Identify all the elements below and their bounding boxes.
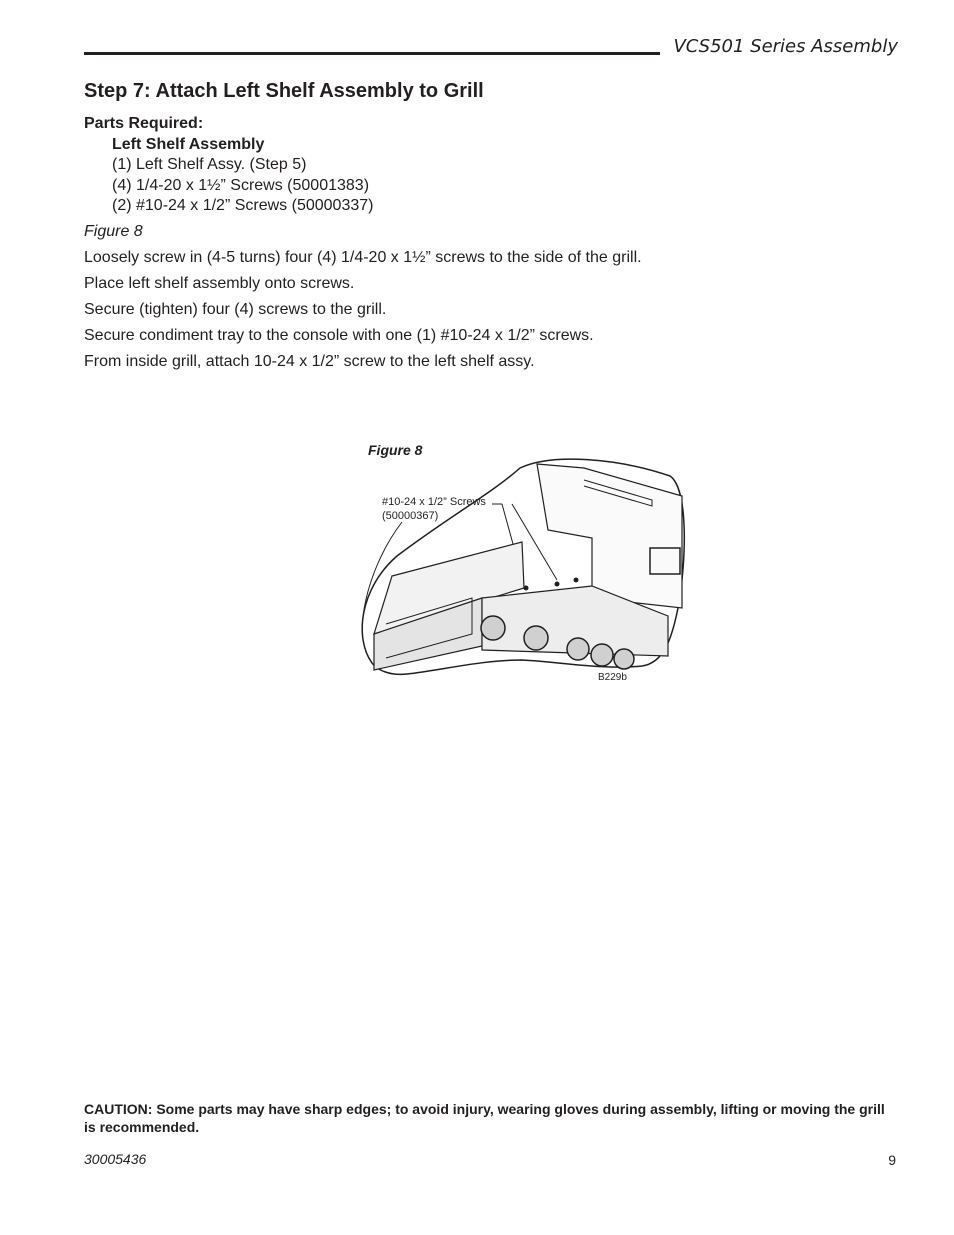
parts-list bbox=[84, 135, 373, 217]
instruction-step: From inside grill, attach 10-24 x 1/2” screw to the left shelf assy. bbox=[84, 353, 535, 370]
page-number: 9 bbox=[888, 1152, 896, 1168]
screw-hole bbox=[555, 582, 560, 587]
control-knob bbox=[567, 638, 589, 660]
caution-note: CAUTION: Some parts may have sharp edges; to avoid injury, wearing gloves during assembly, lifting or moving the grill is recommended. bbox=[84, 1101, 885, 1135]
header-rule bbox=[84, 52, 660, 55]
figure-caption: Figure 8 bbox=[368, 442, 423, 458]
step-title: Step 7: Attach Left Shelf Assembly to Grill bbox=[84, 80, 484, 102]
screw-callout bbox=[382, 495, 486, 523]
figure-code: B229b bbox=[598, 672, 627, 683]
callout-line: #10-24 x 1/2” Screws bbox=[382, 496, 486, 508]
parts-item: (4) 1/4-20 x 1½” Screws (50001383) bbox=[112, 176, 370, 194]
instruction-step: Secure (tighten) four (4) screws to the grill. bbox=[84, 301, 387, 318]
control-knob bbox=[614, 649, 634, 669]
control-knob bbox=[591, 644, 613, 666]
grill-illustration bbox=[352, 438, 692, 690]
control-knob bbox=[481, 616, 505, 640]
parts-required-block bbox=[84, 114, 373, 217]
screw-hole bbox=[524, 586, 529, 591]
instruction-list bbox=[84, 248, 642, 378]
instruction-step: Loosely screw in (4-5 turns) four (4) 1/4-20 x 1½” screws to the side of the grill. bbox=[84, 249, 642, 266]
parts-item: (2) #10-24 x 1/2” Screws (50000337) bbox=[112, 197, 374, 214]
document-number: 30005436 bbox=[84, 1151, 147, 1167]
parts-required-label: Parts Required: bbox=[84, 115, 204, 132]
screw-hole bbox=[574, 578, 579, 583]
callout-line: (50000367) bbox=[382, 510, 439, 522]
parts-group-title: Left Shelf Assembly bbox=[112, 135, 265, 153]
control-knob bbox=[524, 626, 548, 650]
instruction-step: Secure condiment tray to the console with one (1) #10-24 x 1/2” screws. bbox=[84, 327, 594, 344]
figure-8 bbox=[352, 438, 692, 690]
figure-reference: Figure 8 bbox=[84, 223, 143, 240]
parts-item: (1) Left Shelf Assy. (Step 5) bbox=[112, 156, 307, 173]
header-title: VCS501 Series Assembly bbox=[673, 36, 898, 57]
instruction-step: Place left shelf assembly onto screws. bbox=[84, 275, 355, 292]
